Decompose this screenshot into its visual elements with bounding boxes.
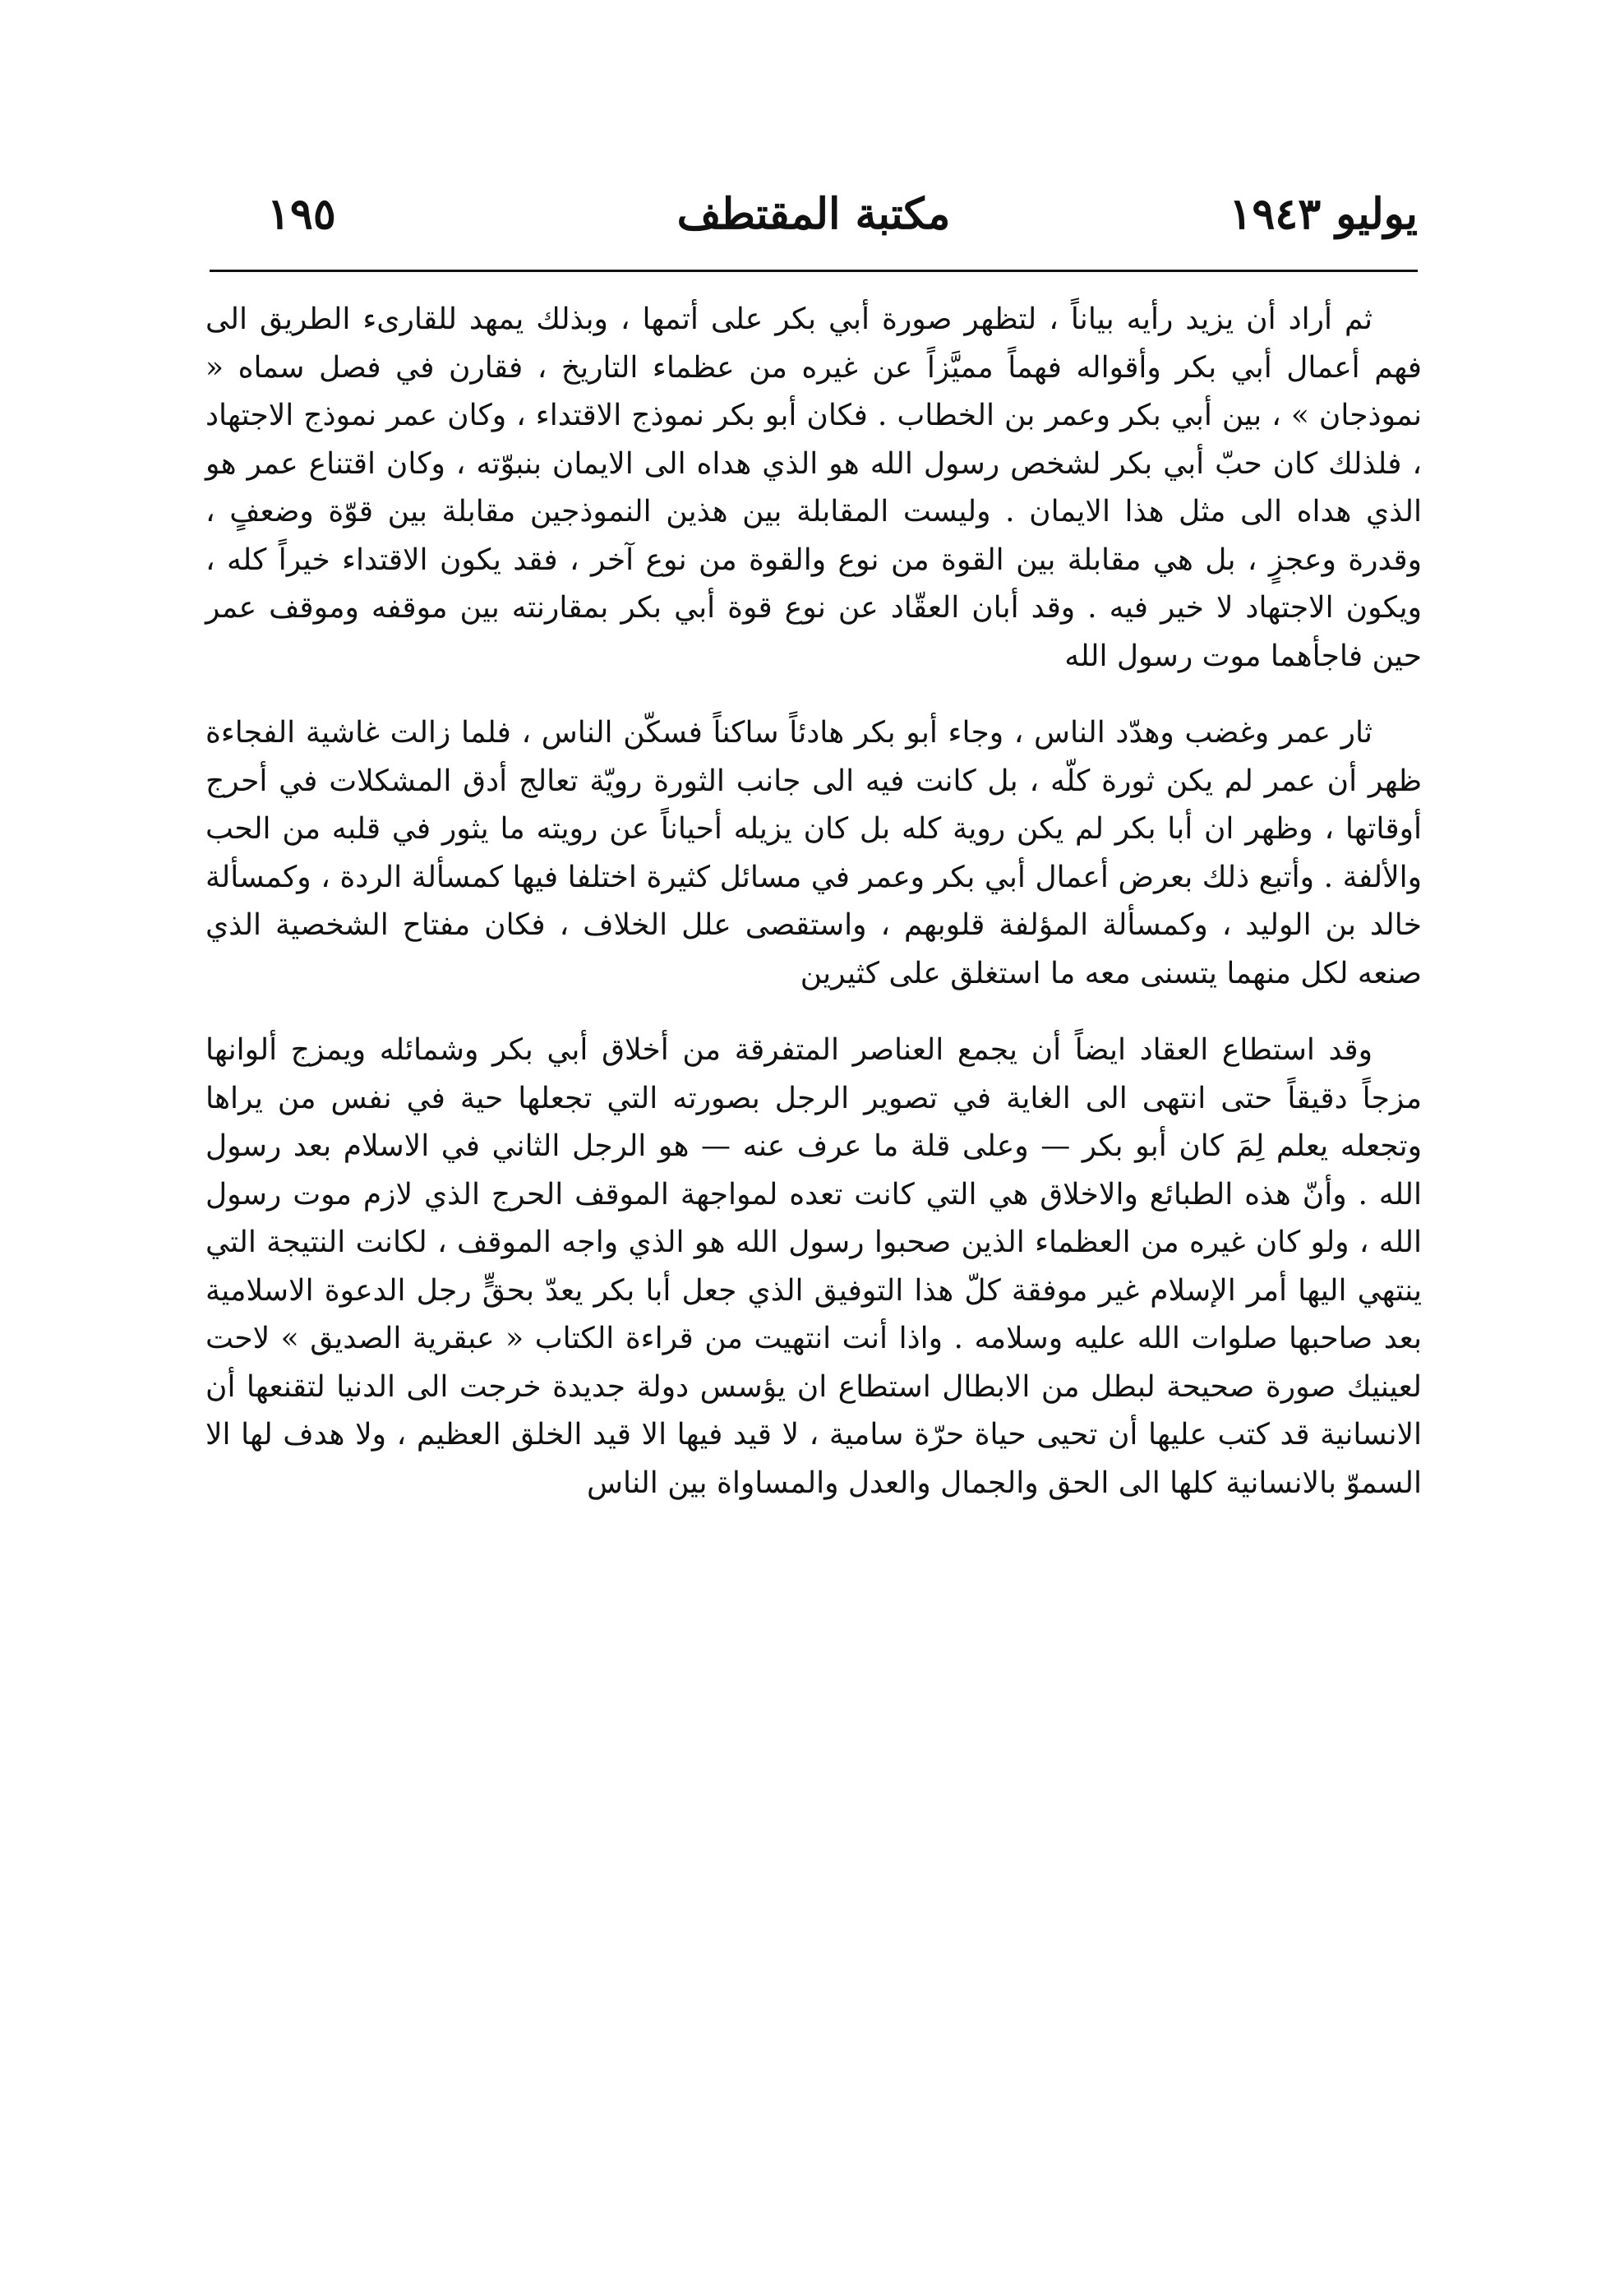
paragraph-1: ثم أراد أن يزيد رأيه بياناً ، لتظهر صورة أبي بكر على أتمها ، وبذلك يمهد للقارىء الطريق الى فهم أعمال أبي بكر وأقواله فهماً مميَّزاً عن غيره من عظماء التاريخ ، فقارن في فصل سماه « نموذجان » ، بين أبي بكر وعمر بن الخطاب . فكان أبو بكر نموذج الاقتداء ، وكان عمر نموذج الاجتهاد ، فلذلك كان حبّ أبي بكر لشخص رسول الله هو الذي هداه الى الايمان بنبوّته ، وكان اقتناع عمر هو الذي هداه الى مثل هذا الايمان . وليست المقابلة بين هذين النموذجين مقابلة بين قوّة وضعفٍ ، وقدرة وعجزٍ ، بل هي مقابلة بين القوة من نوع والقوة من نوع آخر ، فقد يكون الاقتداء خيراً كله ، ويكون الاجتهاد لا خير فيه . وقد أبان العقّاد عن نوع قوة أبي بكر بمقارنته بين موقفه وموقف عمر حين فاجأهما موت رسول الله — [205, 302, 1422, 673]
header-divider — [210, 270, 1418, 272]
paragraph-3: وقد استطاع العقاد ايضاً أن يجمع العناصر المتفرقة من أخلاق أبي بكر وشمائله ويمزج ألوانها مزجاً دقيقاً حتى انتهى الى الغاية في تصوير الرجل بصورته التي تجعلها حية في نفس من يراها وتجعله يعلم لِمَ كان أبو بكر — وعلى قلة ما عرف عنه — هو الرجل الثاني في الاسلام بعد رسول الله . وأنّ هذه الطبائع والاخلاق هي التي كانت تعده لمواجهة الموقف الحرج الذي لازم موت رسول الله ، ولو كان غيره من العظماء الذين صحبوا رسول الله هو الذي واجه الموقف ، لكانت النتيجة التي ينتهي اليها أمر الإسلام غير موفقة كلّ هذا التوفيق الذي جعل أبا بكر يعدّ بحقٍّ رجل الدعوة الاسلامية بعد صاحبها صلوات الله عليه وسلامه . واذا أنت انتهيت من قراءة الكتاب « عبقرية الصديق » لاحت لعينيك صورة صحيحة لبطل من الابطال استطاع ان يؤسس دولة جديدة خرجت الى الدنيا لتقنعها أن الانسانية قد كتب عليها أن تحيى حياة حرّة سامية ، لا قيد فيها الا قيد الخلق العظيم ، ولا هدف لها الا السموّ بالانسانية كلها الى الحق والجمال والعدل والمساواة بين الناس — [205, 1033, 1422, 1500]
paragraph-2: ثار عمر وغضب وهدّد الناس ، وجاء أبو بكر هادئاً ساكناً فسكّن الناس ، فلما زالت غاشية الفجاءة ظهر أن عمر لم يكن ثورة كلّه ، بل كانت فيه الى جانب الثورة رويّة تعالج أدق المشكلات في أحرج أوقاتها ، وظهر ان أبا بكر لم يكن روية كله بل كان يزيله أحياناً عن رويته ما يثور في قلبه من الحب والألفة . وأتبع ذلك بعرض أعمال أبي بكر وعمر في مسائل كثيرة اختلفا فيها كمسألة الردة ، وكمسألة خالد بن الوليد ، وكمسألة المؤلفة قلوبهم ، واستقصى علل الخلاف ، فكان مفتاح الشخصية الذي صنعه لكل منهما يتسنى معه ما استغلق على كثيرين — [205, 716, 1422, 990]
section-title: مكتبة المقتطف — [676, 189, 951, 239]
issue-date: يوليو ١٩٤٣ — [1229, 189, 1418, 239]
page-number: ١٩٥ — [267, 189, 336, 239]
running-header — [210, 179, 1418, 253]
article-body — [205, 296, 1422, 1507]
